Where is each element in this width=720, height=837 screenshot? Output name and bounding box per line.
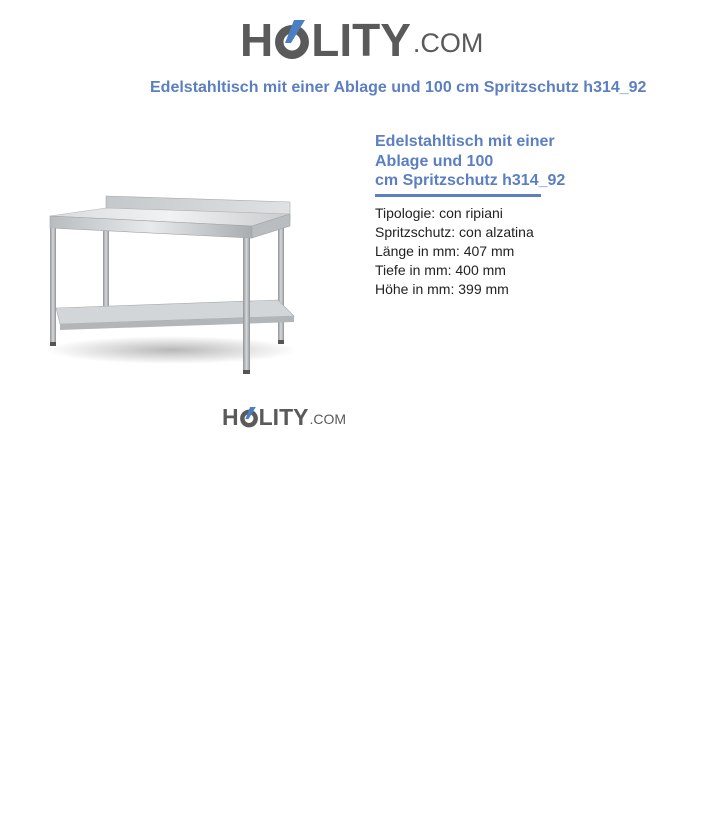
watermark-suffix: .COM bbox=[309, 411, 347, 427]
spec-tipologie: Tipologie: con ripiani bbox=[375, 205, 503, 221]
watermark-letters: LITY bbox=[258, 403, 309, 430]
spec-tiefe: Tiefe in mm: 400 mm bbox=[375, 262, 506, 278]
product-title-line: Ablage und 100 bbox=[375, 152, 494, 170]
watermark-letter-h: H bbox=[222, 403, 239, 430]
site-logo[interactable] bbox=[240, 16, 483, 64]
product-title bbox=[375, 132, 595, 191]
spec-hoehe: Höhe in mm: 399 mm bbox=[375, 281, 509, 297]
product-title-line: Edelstahltisch mit einer bbox=[375, 133, 555, 150]
logo-o-icon bbox=[273, 18, 311, 62]
product-specs bbox=[375, 204, 534, 299]
image-watermark-logo bbox=[222, 404, 346, 430]
logo-letters: LITY bbox=[311, 14, 411, 66]
product-image bbox=[42, 190, 302, 380]
title-underline bbox=[375, 194, 541, 197]
logo-letter-h: H bbox=[240, 14, 274, 66]
spec-spritzschutz: Spritzschutz: con alzatina bbox=[375, 224, 534, 240]
watermark-o-icon bbox=[239, 406, 259, 429]
page-title: Edelstahltisch mit einer Ablage und 100 cm Spritzschutz h314_92 bbox=[150, 79, 647, 96]
spec-laenge: Länge in mm: 407 mm bbox=[375, 243, 515, 259]
product-title-line: cm Spritzschutz h314_92 bbox=[375, 172, 566, 189]
logo-suffix: .COM bbox=[412, 28, 484, 58]
